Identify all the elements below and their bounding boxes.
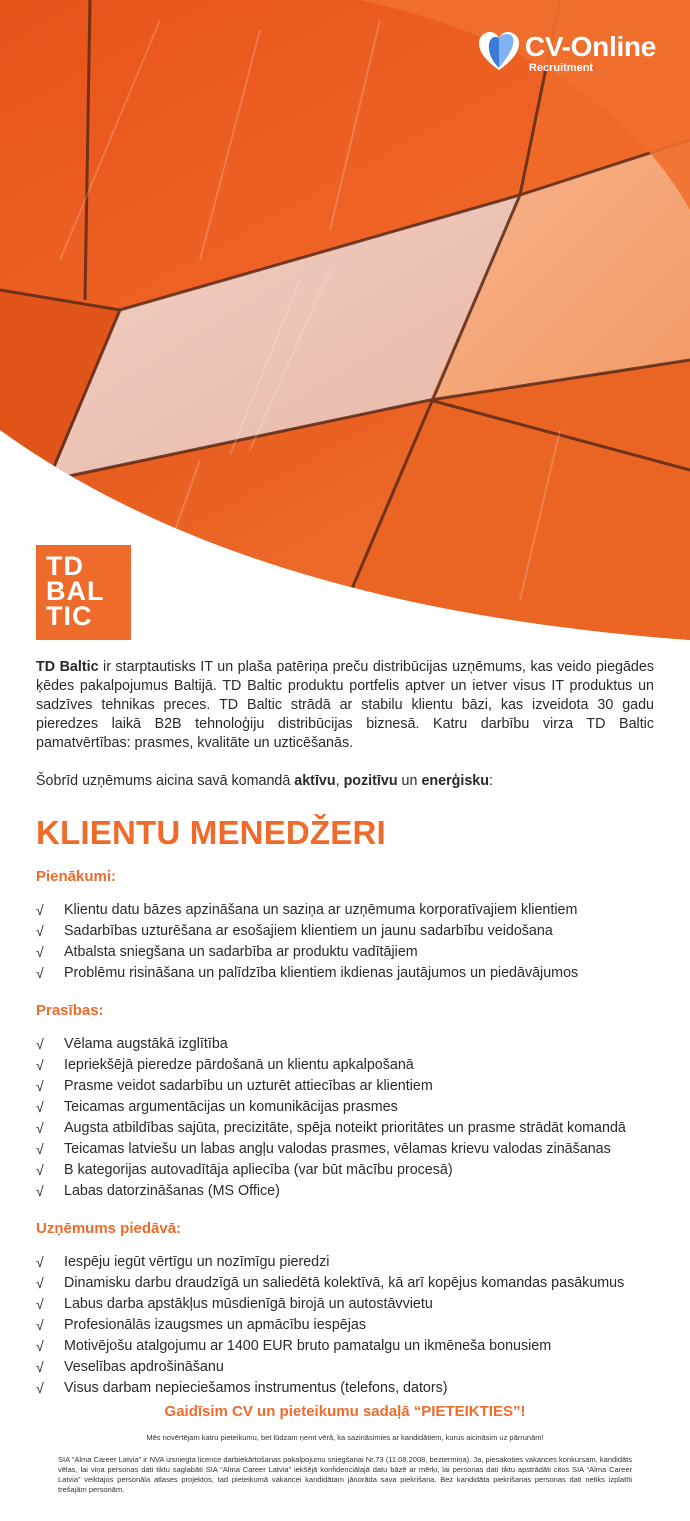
check-icon: √ — [36, 1380, 44, 1396]
offers-item-text: Iespēju iegūt vērtīgu un nozīmīgu pieredzi — [64, 1254, 330, 1270]
duties-heading: Pienākumi: — [36, 868, 117, 885]
legal-disclaimer: SIA “Alma Career Latvia” ir NVA izsniegta licence darbiekārtošanas pakalpojumu sniegšanai Nr.73 (11.08.2008, beztermiņa). Ja, piesakoties vakances konkursam, kandidāts vēlas, lai viņa personas dati tiktu saglabāti SIA “Alma Career Latvia” iekšējā konfidenciālajā datu bāzē ar mērķi, lai personas dati tiktu apstrādāti citos SIA “Alma Career Latvia” veiktajos personāla atlases projektos, tad pieteikumā vakancei kandidātam jānorāda sava piekrišana. Bez kandidāta piekrišanas personas dati netiks izplatīti trešajām personām. — [58, 1455, 632, 1494]
offers-list-item — [36, 1294, 654, 1315]
offers-list-item — [36, 1357, 654, 1378]
duties-list-item — [36, 900, 654, 921]
offers-heading: Uzņēmums piedāvā: — [36, 1220, 182, 1237]
offers-list-item — [36, 1315, 654, 1336]
requirements-list-item — [36, 1181, 654, 1202]
requirements-item-text: Labas datorzināšanas (MS Office) — [64, 1183, 280, 1199]
requirements-item-text: Teicamas argumentācijas un komunikācijas prasmes — [64, 1099, 398, 1115]
company-name: TD Baltic — [36, 659, 99, 675]
duties-item-text: Atbalsta sniegšana un sadarbība ar produktu vadītājiem — [64, 944, 418, 960]
check-icon: √ — [36, 1296, 44, 1312]
offers-item-text: Veselības apdrošināšanu — [64, 1359, 224, 1375]
check-icon: √ — [36, 1183, 44, 1199]
lead-text: Šobrīd uzņēmums aicina savā komandā — [36, 773, 295, 789]
offers-list-item — [36, 1273, 654, 1294]
check-icon: √ — [36, 1099, 44, 1115]
requirements-list-item — [36, 1097, 654, 1118]
offers-list — [36, 1252, 654, 1399]
check-icon: √ — [36, 1359, 44, 1375]
check-icon: √ — [36, 1141, 44, 1157]
lead-sentence — [36, 772, 654, 791]
company-intro-text: ir starptautisks IT un plaša patēriņa preču distribūcijas uzņēmums, kas veido piegādes ķēdes pakalpojumus Baltijā. TD Baltic produktu portfelis aptver un ietver visus IT produktus un sadzīves tehnikas preces. TD Baltic strādā ar stabilu klientu bāzi, kas izveidota 30 gadu pieredzes laikā B2B tehnoloģiju distribūcijas biznesā. Katru darbību virza TD Baltic pamatvērtības: prasmes, kvalitāte un uzticēšanās. — [36, 659, 654, 751]
check-icon: √ — [36, 1254, 44, 1270]
requirements-list-item — [36, 1076, 654, 1097]
offers-item-text: Motivējošu atalgojumu ar 1400 EUR bruto pamatalgu un ikmēneša bonusiem — [64, 1338, 552, 1354]
requirements-item-text: B kategorijas autovadītāja apliecība (var būt mācību procesā) — [64, 1162, 453, 1178]
check-icon: √ — [36, 1275, 44, 1291]
check-icon: √ — [36, 944, 44, 960]
requirements-item-text: Vēlama augstākā izglītība — [64, 1036, 228, 1052]
offers-item-text: Labus darba apstākļus mūsdienīgā birojā un autostāvvietu — [64, 1296, 433, 1312]
duties-item-text: Klientu datu bāzes apzināšana un saziņa ar uzņēmuma korporatīvajiem klientiem — [64, 902, 578, 918]
requirements-list-item — [36, 1118, 654, 1139]
offers-item-text: Profesionālās izaugsmes un apmācību iespējas — [64, 1317, 366, 1333]
job-title: KLIENTU MENEDŽERI — [36, 814, 386, 851]
check-icon: √ — [36, 902, 44, 918]
check-icon: √ — [36, 1317, 44, 1333]
lead-word-2: pozitīvu — [343, 773, 398, 789]
requirements-item-text: Iepriekšējā pieredze pārdošanā un klientu apkalpošanā — [64, 1057, 414, 1073]
duties-list-item — [36, 942, 654, 963]
contact-note: Mēs novērtējam katru pieteikumu, bet lūdzam ņemt vērā, ka sazināsimies ar kandidātiem, kurus aicināsim uz pārrunām! — [146, 1433, 544, 1442]
duties-list-item — [36, 963, 654, 984]
offers-list-item — [36, 1378, 654, 1399]
lead-end: : — [488, 773, 493, 789]
requirements-heading: Prasības: — [36, 1002, 104, 1019]
cv-online-heart-icon — [477, 30, 521, 74]
requirements-list-item — [36, 1034, 654, 1055]
lead-word-3: enerģisku — [421, 773, 489, 789]
check-icon: √ — [36, 1338, 44, 1354]
duties-item-text: Sadarbības uzturēšana ar esošajiem klientiem un jaunu sadarbību veidošana — [64, 923, 553, 939]
requirements-list-item — [36, 1139, 654, 1160]
hero-tile-image — [0, 0, 690, 640]
lead-sep-1: , — [335, 773, 344, 789]
duties-list-item — [36, 921, 654, 942]
company-intro — [36, 658, 654, 753]
requirements-item-text: Augsta atbildības sajūta, precizitāte, spēja noteikt prioritātes un prasme strādāt komandā — [64, 1120, 626, 1136]
duties-list — [36, 900, 654, 984]
apply-call-to-action: Gaidīsim CV un pieteikumu sadaļā “PIETEIKTIES”! — [164, 1403, 526, 1420]
td-baltic-logo-line-1: TD — [46, 551, 84, 581]
requirements-list-item — [36, 1055, 654, 1076]
offers-list-item — [36, 1336, 654, 1357]
offers-item-text: Dinamisku darbu draudzīgā un saliedētā kolektīvā, kā arī kopējus komandas pasākumus — [64, 1275, 625, 1291]
check-icon: √ — [36, 1120, 44, 1136]
requirements-list — [36, 1034, 654, 1202]
lead-sep-2: un — [397, 773, 422, 789]
check-icon: √ — [36, 1036, 44, 1052]
cv-online-logo[interactable] — [477, 30, 656, 74]
posting-content — [36, 658, 654, 1399]
td-baltic-logo-line-2: BAL — [46, 576, 105, 606]
brand-name: CV-Online — [524, 31, 656, 62]
requirements-item-text: Prasme veidot sadarbību un uzturēt attiecības ar klientiem — [64, 1078, 433, 1094]
offers-list-item — [36, 1252, 654, 1273]
lead-word-1: aktīvu — [294, 773, 336, 789]
requirements-list-item — [36, 1160, 654, 1181]
offers-item-text: Visus darbam nepieciešamos instrumentus (telefons, dators) — [64, 1380, 448, 1396]
check-icon: √ — [36, 1162, 44, 1178]
td-baltic-logo-line-3: TIC — [46, 601, 93, 631]
check-icon: √ — [36, 1057, 44, 1073]
requirements-item-text: Teicamas latviešu un labas angļu valodas prasmes, vēlamas krievu valodas zināšanas — [64, 1141, 611, 1157]
duties-item-text: Problēmu risināšana un palīdzība klientiem ikdienas jautājumos un piedāvājumos — [64, 965, 579, 981]
hero-banner — [0, 0, 690, 640]
td-baltic-logo — [36, 545, 131, 640]
check-icon: √ — [36, 923, 44, 939]
brand-sub: Recruitment — [528, 62, 594, 74]
check-icon: √ — [36, 965, 44, 981]
check-icon: √ — [36, 1078, 44, 1094]
